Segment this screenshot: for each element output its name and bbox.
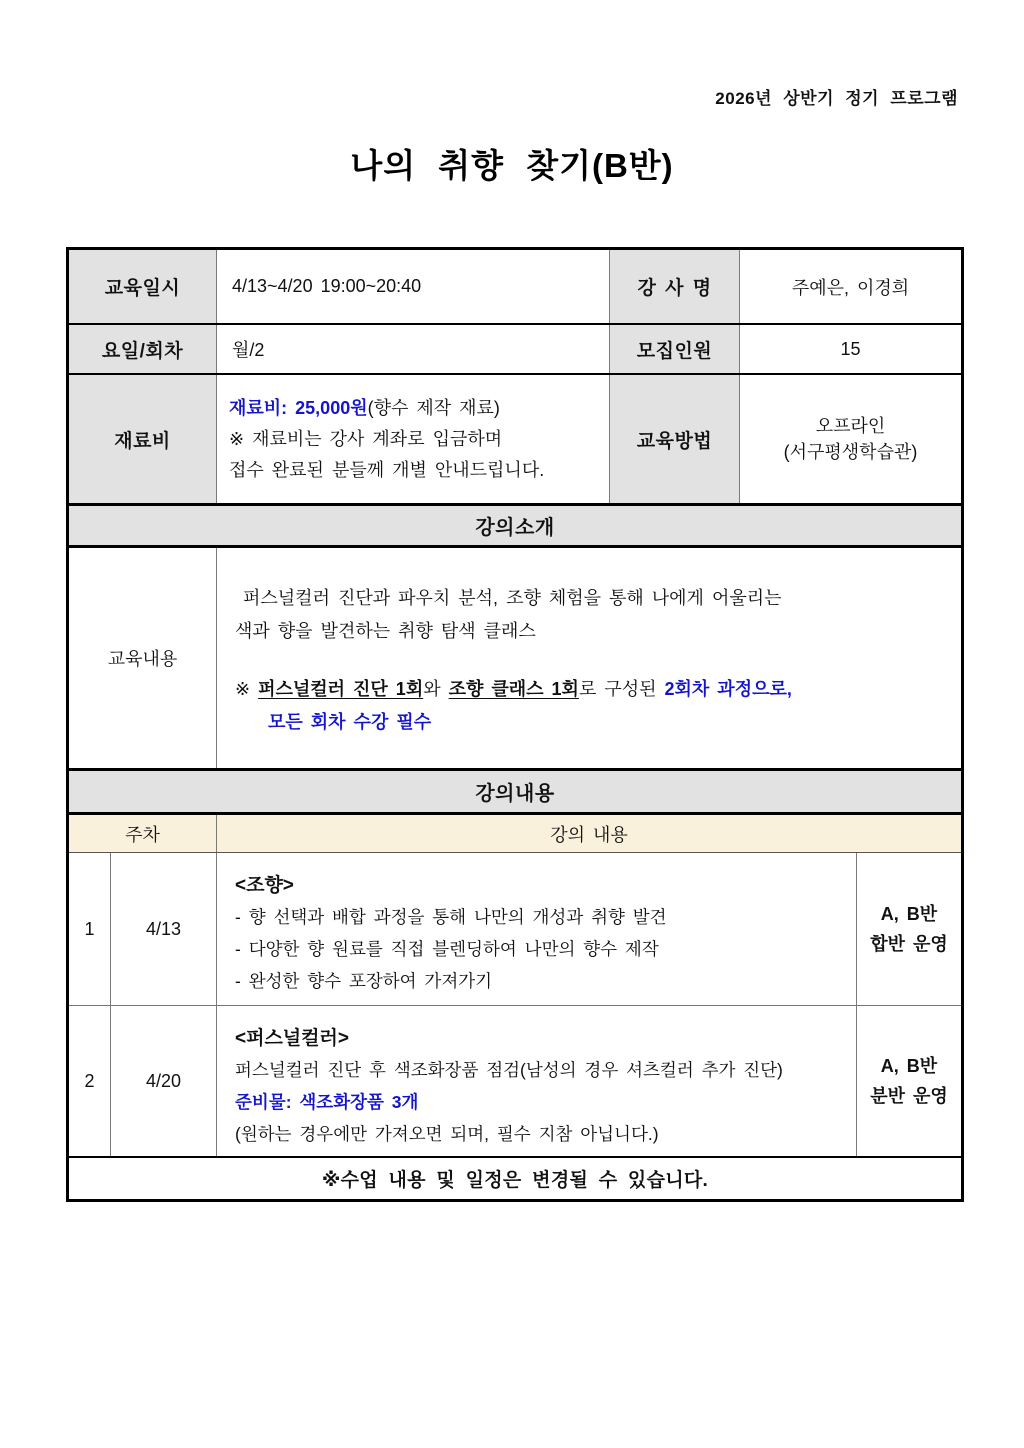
- materials-label: 재료비: [69, 375, 217, 503]
- week2-number: 2: [69, 1006, 111, 1156]
- week2-class-line1: A, B반: [880, 1056, 938, 1076]
- reference-mark: ※: [235, 679, 259, 699]
- week1-content: [217, 853, 857, 1005]
- program-header: 2026년 상반기 정기 프로그램: [715, 89, 958, 108]
- week1-line2: - 다양한 향 원료를 직접 블렌딩하여 나만의 향수 제작: [235, 939, 659, 959]
- capacity-value: 15: [840, 338, 861, 359]
- intro-note-mid1: 와: [423, 679, 449, 699]
- schedule-value: 4/13~4/20 19:00~20:40: [217, 250, 610, 323]
- week-row-1: [69, 853, 961, 1006]
- week2-supplies-line: 준비물: 색조화장품 3개: [235, 1092, 419, 1112]
- capacity-label: 모집인원: [610, 325, 740, 373]
- week1-class-line2: 합반 운영: [870, 934, 948, 954]
- week1-class-type: [857, 853, 961, 1005]
- week2-class-line2: 분반 운영: [870, 1086, 948, 1106]
- intro-note-blue1: 2회차 과정으로,: [664, 679, 792, 699]
- week2-line1: 퍼스널컬러 진단 후 색조화장품 점검(남성의 경우 셔츠컬러 추가 진단): [235, 1060, 783, 1080]
- intro-content-row: [69, 548, 961, 771]
- content-column-header: 강의 내용: [217, 815, 961, 852]
- instructor-value: 주예은, 이경희: [791, 277, 910, 298]
- materials-fee-note: (향수 제작 재료): [367, 397, 500, 418]
- schedule-row: [69, 250, 961, 325]
- method-value: [740, 375, 961, 503]
- materials-note-line1: ※ 재료비는 강사 계좌로 입금하며: [229, 428, 503, 449]
- method-value-line2: (서구평생학습관): [783, 442, 918, 462]
- method-label: 교육방법: [610, 375, 740, 503]
- method-value-line1: 오프라인: [815, 416, 886, 436]
- week1-class-line1: A, B반: [880, 904, 938, 924]
- day-value: 월/2: [217, 325, 610, 373]
- week1-line1: - 향 선택과 배합 과정을 통해 나만의 개성과 취향 발견: [235, 907, 667, 927]
- week2-date: 4/20: [111, 1006, 217, 1156]
- intro-content-label: 교육내용: [69, 548, 217, 768]
- intro-note-mid2: 로 구성된: [578, 679, 665, 699]
- materials-note-line2: 접수 완료된 분들께 개별 안내드립니다.: [229, 459, 545, 480]
- week1-title: <조향>: [235, 875, 294, 896]
- week2-title: <퍼스널컬러>: [235, 1028, 349, 1049]
- week1-line3: - 완성한 향수 포장하여 가져가기: [235, 971, 493, 991]
- curriculum-section-title: 강의내용: [69, 771, 961, 812]
- page-title: 나의 취향 찾기(B반): [350, 147, 674, 184]
- footer-note-row: [69, 1158, 961, 1199]
- schedule-label: 교육일시: [69, 250, 217, 323]
- intro-note-bold1: 퍼스널컬러 진단 1회: [258, 679, 424, 699]
- week1-date: 4/13: [111, 853, 217, 1005]
- intro-desc-line2: 색과 향을 발견하는 취향 탐색 클래스: [235, 621, 536, 641]
- curriculum-section-header-row: [69, 771, 961, 815]
- materials-value: [217, 375, 610, 503]
- week2-content: [217, 1006, 857, 1156]
- intro-section-title: 강의소개: [69, 506, 961, 545]
- intro-content-cell: [217, 548, 961, 768]
- intro-note-blue2: 모든 회차 수강 필수: [268, 712, 432, 732]
- intro-note-line1: [235, 673, 792, 706]
- intro-desc-line1: 퍼스널컬러 진단과 파우치 분석, 조향 체험을 통해 나에게 어울리는: [235, 588, 782, 608]
- day-row: [69, 325, 961, 375]
- materials-fee-highlight: 재료비: 25,000원: [229, 397, 368, 418]
- instructor-label: 강 사 명: [610, 250, 740, 323]
- footer-note: ※수업 내용 및 일정은 변경될 수 있습니다.: [321, 1170, 709, 1191]
- materials-row: [69, 375, 961, 506]
- curriculum-subheader-row: [69, 815, 961, 853]
- intro-section-header-row: [69, 506, 961, 548]
- week2-line3: (원하는 경우에만 가져오면 되며, 필수 지참 아닙니다.): [235, 1124, 659, 1144]
- week1-number: 1: [69, 853, 111, 1005]
- day-label: 요일/회차: [69, 325, 217, 373]
- week-column-header: 주차: [69, 815, 217, 852]
- materials-fee-line: [229, 393, 500, 424]
- week-row-2: [69, 1006, 961, 1158]
- intro-note-bold2: 조향 클래스 1회: [448, 679, 579, 699]
- week2-class-type: [857, 1006, 961, 1156]
- program-info-table: [66, 247, 964, 1202]
